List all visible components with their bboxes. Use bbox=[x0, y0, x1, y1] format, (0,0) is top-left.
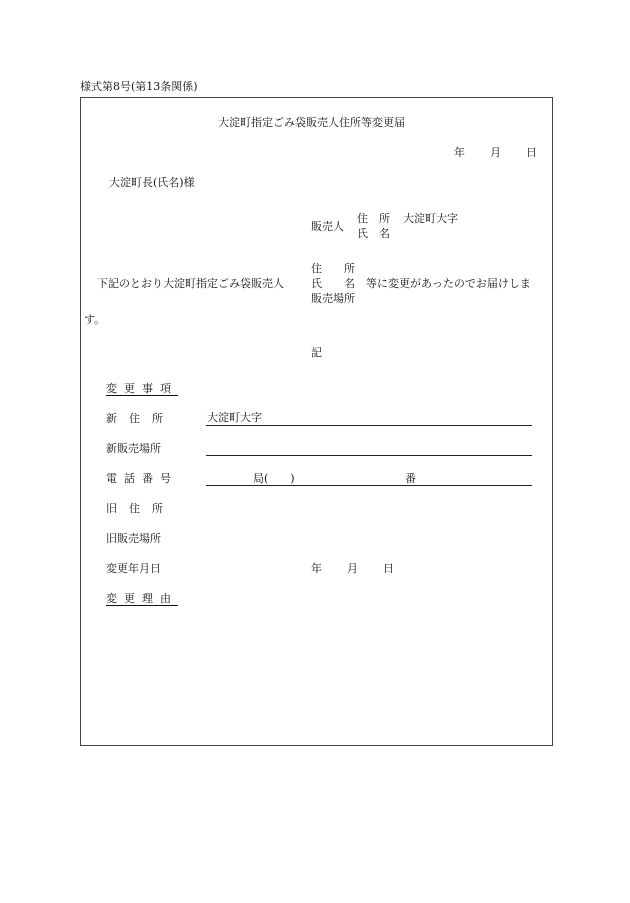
change-items-label: 変更事項 bbox=[106, 382, 178, 395]
old-shop-label: 旧販売場所 bbox=[106, 532, 161, 545]
change-date-day: 日 bbox=[383, 562, 394, 575]
form-title: 大淀町指定ごみ袋販売人住所等変更届 bbox=[218, 116, 405, 129]
seller-address-value: 大淀町大字 bbox=[403, 212, 458, 225]
change-date-month: 月 bbox=[347, 562, 358, 575]
date-year: 年 bbox=[454, 146, 465, 159]
change-date-label: 変更年月日 bbox=[106, 562, 161, 575]
new-address-label: 新住所 bbox=[106, 412, 175, 425]
old-address-label: 旧住所 bbox=[106, 502, 175, 515]
statement-suffix: 等に変更があったのでお届けしま bbox=[366, 277, 531, 290]
new-shop-line[interactable] bbox=[206, 455, 532, 456]
seller-label: 販売人 bbox=[311, 220, 344, 233]
seller-address-label: 住 所 bbox=[357, 212, 390, 225]
statement-continuation: す。 bbox=[84, 313, 106, 326]
change-date-year: 年 bbox=[311, 562, 322, 575]
phone-label: 電話番号 bbox=[106, 472, 178, 485]
new-address-line[interactable] bbox=[206, 425, 532, 426]
statement-prefix: 下記のとおり大淀町指定ごみ袋販売人 bbox=[97, 277, 284, 290]
new-shop-label: 新販売場所 bbox=[106, 442, 161, 455]
seller-name-label: 氏 名 bbox=[357, 227, 390, 240]
form-reference: 様式第8号(第13条関係) bbox=[80, 80, 198, 93]
reason-label: 変更理由 bbox=[106, 592, 178, 605]
statement-item-address: 住 所 bbox=[311, 262, 355, 275]
ki-heading: 記 bbox=[311, 346, 322, 359]
new-address-value: 大淀町大字 bbox=[207, 411, 262, 424]
date-month: 月 bbox=[490, 146, 501, 159]
statement-item-name: 氏 名 bbox=[311, 277, 355, 290]
phone-kyoku: 局( ) bbox=[253, 472, 295, 485]
addressee: 大淀町長(氏名)様 bbox=[109, 176, 195, 189]
phone-ban: 番 bbox=[405, 472, 416, 485]
statement-item-shop: 販売場所 bbox=[311, 292, 355, 305]
phone-line[interactable] bbox=[206, 485, 532, 486]
date-day: 日 bbox=[526, 146, 537, 159]
